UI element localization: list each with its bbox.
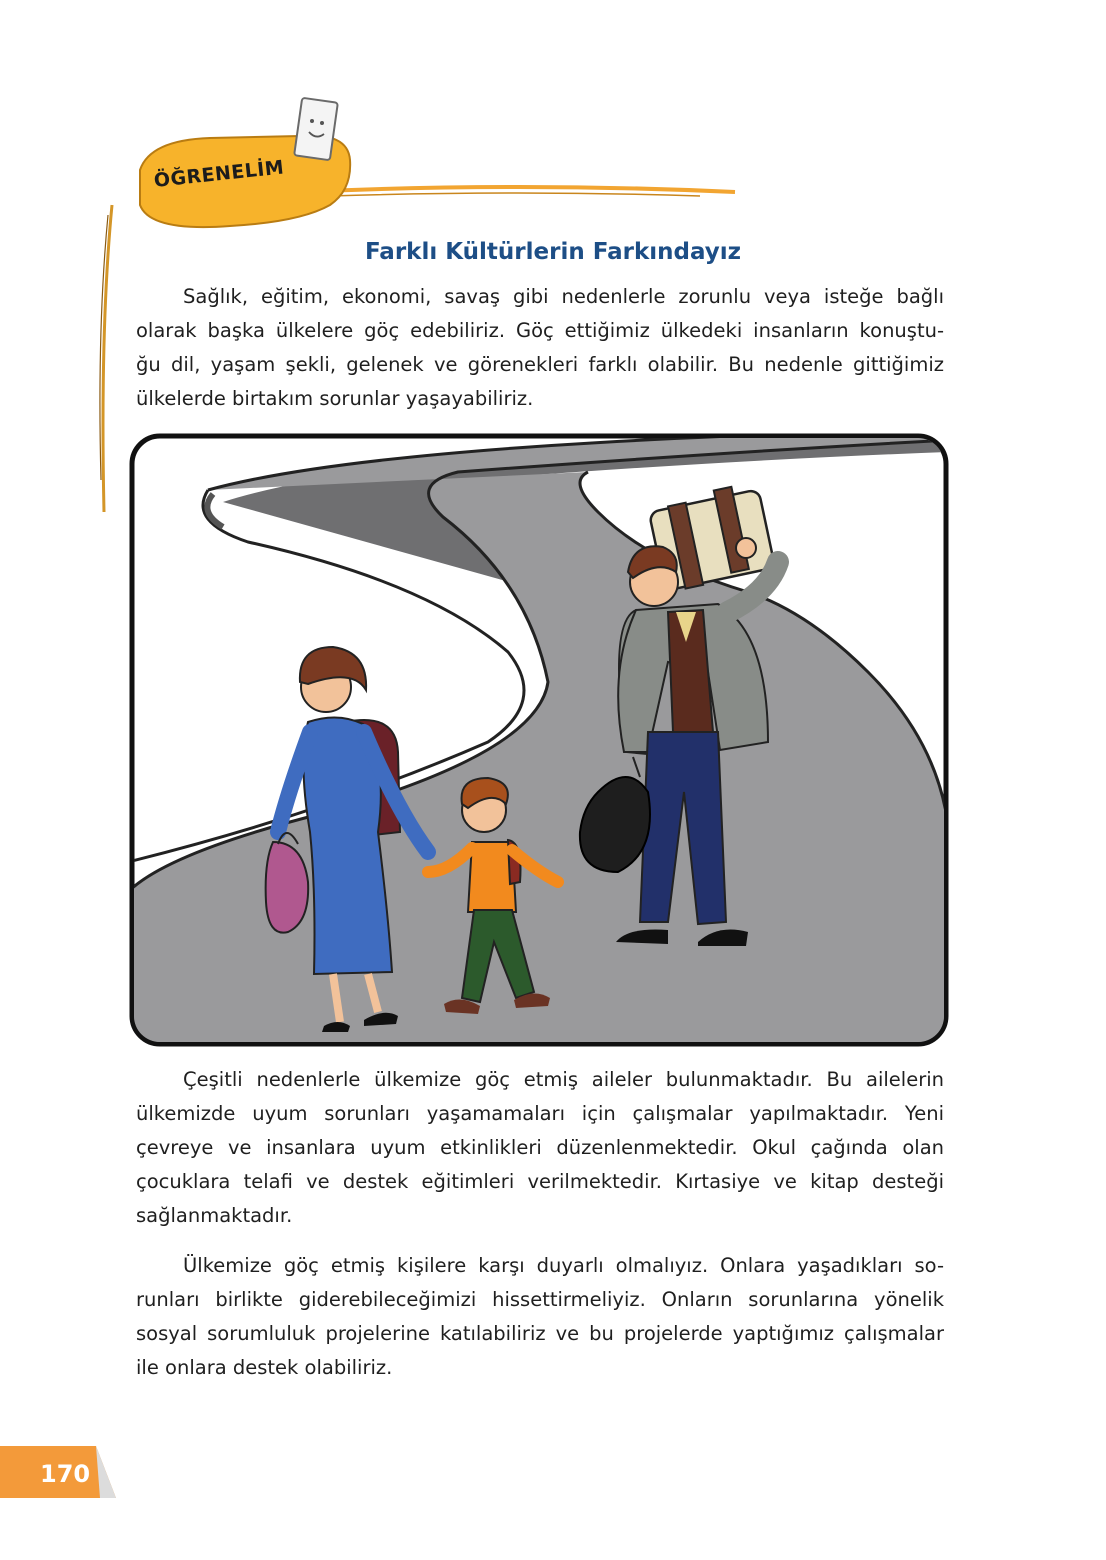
text-line: ülkelerde birtakım sorunlar yaşayabiliriz.	[136, 387, 534, 410]
text-line: Çeşitli nedenlerle ülkemize göç etmiş aileler bulunmaktadır. Bu ailelerin	[183, 1068, 944, 1091]
paragraph-empathy	[136, 1249, 944, 1385]
text-line: sağlanmaktadır.	[136, 1204, 293, 1227]
page-number: 170	[40, 1460, 91, 1488]
page-title: Farklı Kültürlerin Farkındayız	[364, 239, 742, 265]
text-line: ğu dil, yaşam şekli, gelenek ve görenekleri farklı olabilir. Bu nedenle gittiğimiz	[136, 353, 944, 376]
text-line: ile onlara destek olabiliriz.	[136, 1356, 393, 1379]
text-line: olarak başka ülkelere göç edebiliriz. Göç ettiğimiz ülkedeki insanların konuştu-	[136, 319, 944, 342]
section-label: ÖĞRENELİM	[152, 156, 286, 192]
text-line: sosyal sorumluluk projelerine katılabiliriz ve bu projelerde yaptığımız çalışmalar	[136, 1322, 944, 1345]
text-line: çevreye ve insanlara uyum etkinlikleri düzenlenmektedir. Okul çağında olan	[136, 1136, 944, 1159]
paragraph-support	[136, 1063, 944, 1233]
book-mascot-icon	[294, 98, 338, 160]
text-line: Sağlık, eğitim, ekonomi, savaş gibi nedenlerle zorunlu veya isteğe bağlı	[183, 285, 944, 308]
text-line: Ülkemize göç etmiş kişilere karşı duyarlı olmalıyız. Onlara yaşadıkları so-	[183, 1254, 944, 1277]
text-line: çocuklara telafi ve destek eğitimleri verilmektedir. Kırtasiye ve kitap desteği	[136, 1170, 944, 1193]
text-line: runları birlikte giderebileceğimizi hissettirmeliyiz. Onların sorunlarına yönelik	[136, 1288, 944, 1311]
migrant-family-illustration	[128, 432, 950, 1048]
paragraph-intro	[136, 280, 944, 416]
text-line: ülkemizde uyum sorunları yaşamamaları için çalışmalar yapılmaktadır. Yeni	[136, 1102, 944, 1125]
